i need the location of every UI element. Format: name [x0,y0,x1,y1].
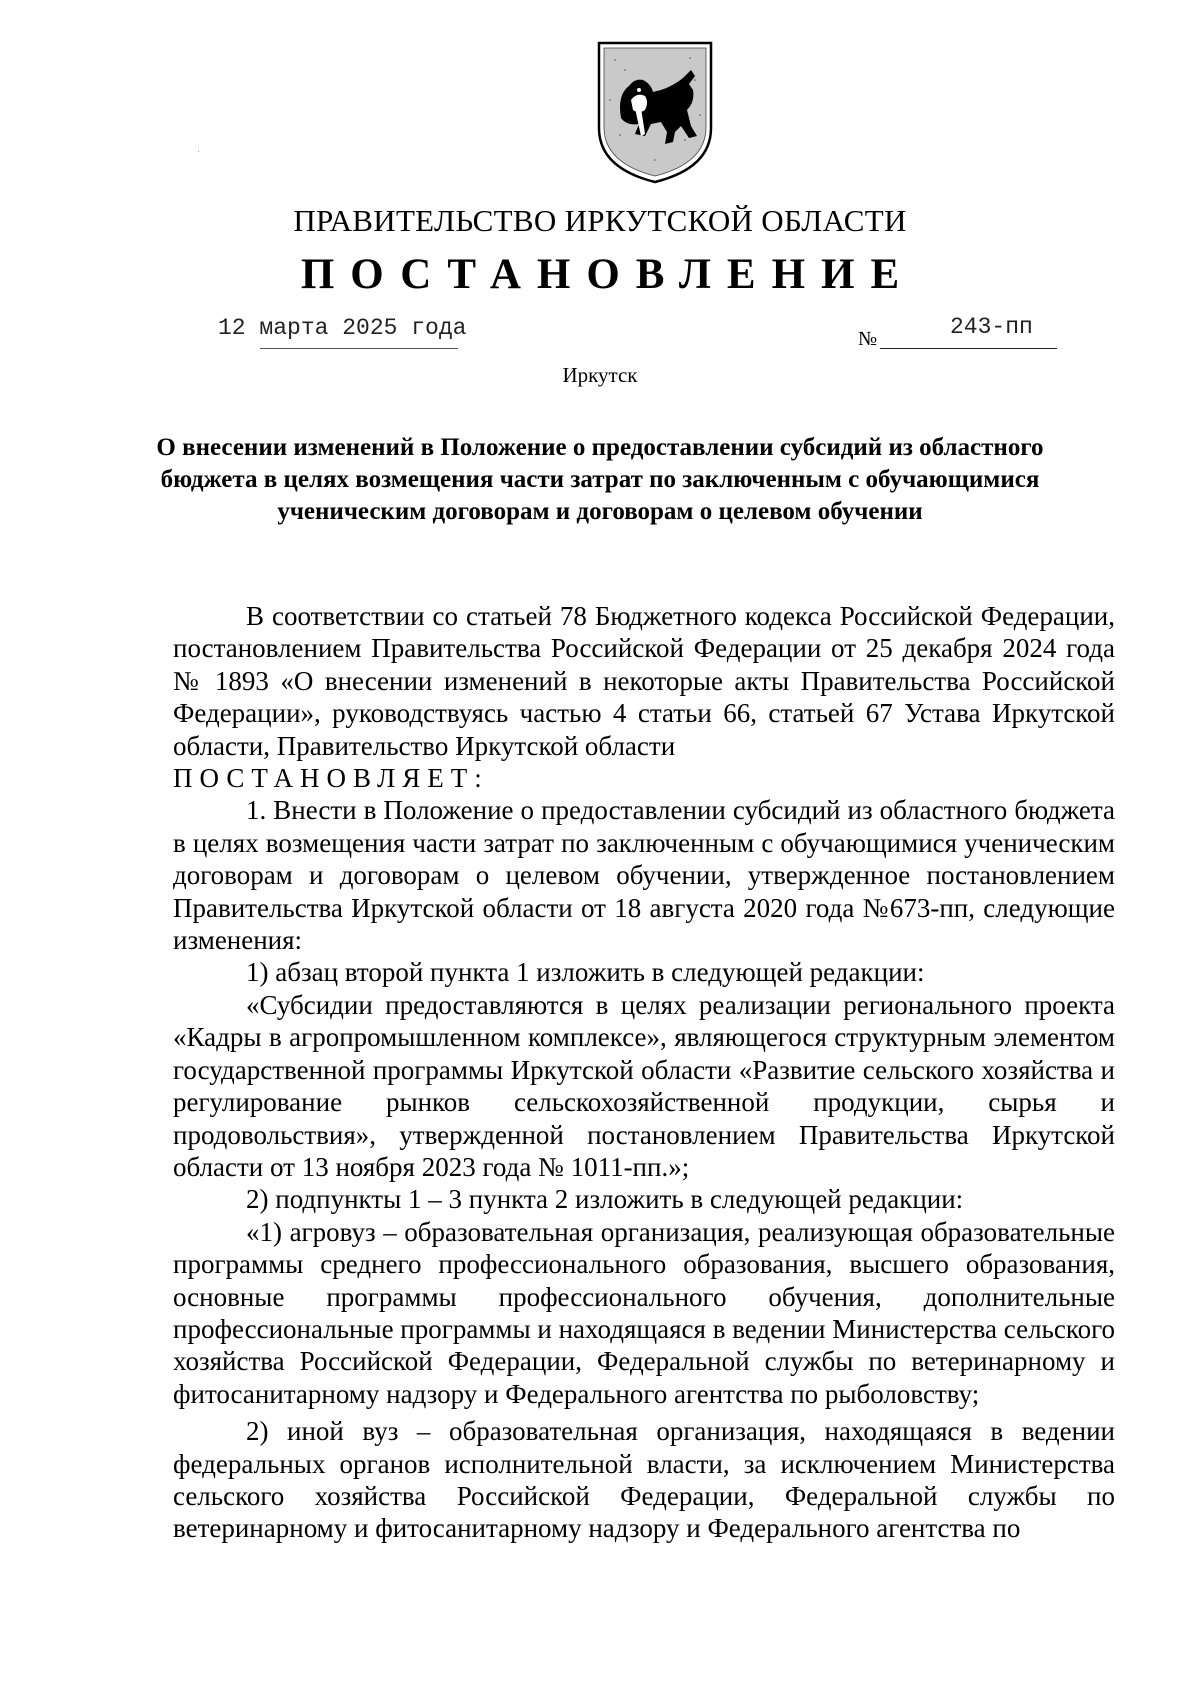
subitem-1-paragraph: 1) абзац второй пункта 1 изложить в следующей редакции: [246,957,925,988]
number-sign: № [858,328,878,350]
subitem-1-text-paragraph: «Субсидии предоставляются в целях реализации регионального проекта «Кадры в агропромышленном комплексе», являющегося структурным элементом государственной программы Иркутской области «Развитие сельского хозяйства и регулирование рынков сельскохозяйственной продукции, сырья и продовольствия», утвержденной постановлением Правительства Иркутской области от 13 ноября 2023 года № 1011-пп.»; [173,989,1115,1182]
decree-date: 12 марта 2025 года [218,315,467,341]
document-title: О внесении изменений в Положение о предоставлении субсидий из областного бюджета в целях возмещения части затрат по заключенным с обучающимися ученическим договорам и договорам о целевом обучении [156,434,1044,525]
number-underline [880,348,1057,349]
document-body [173,600,1115,1545]
city-name: Иркутск [562,363,638,387]
definition-1-paragraph: «1) агровуз – образовательная организация, реализующая образовательные программы среднего профессионального образования, высшего образования, основные программы профессионального обучения, дополнительные профессиональные программы и находящаяся в ведении Министерства сельского хозяйства Российской Федерации, Федеральной службы по ветеринарному и фитосанитарному надзору и Федерального агентства по рыболовству; [173,1216,1115,1409]
scan-mark [198,151,199,152]
definition-2-paragraph: 2) иной вуз – образовательная организация, находящаяся в ведении федеральных органов исполнительной власти, за исключением Министерства сельского хозяйства Российской Федерации, Федеральной службы по ветеринарному и фитосанитарному надзору и Федерального агентства по [173,1416,1115,1544]
item-1-paragraph: 1. Внести в Положение о предоставлении субсидий из областного бюджета в целях возмещения части затрат по заключенным с обучающимися ученическим договорам и договорам о целевом обучении, утвержденное постановлением Правительства Иркутской области от 18 августа 2020 года №673-пп, следующие изменения: [173,795,1115,956]
coat-of-arms-icon [595,40,715,185]
date-underline [260,348,458,349]
resolves-word: ПОСТАНОВЛЯЕТ: [173,763,489,794]
government-name: ПРАВИТЕЛЬСТВО ИРКУТСКОЙ ОБЛАСТИ [293,203,907,238]
decree-number: 243-пп [950,314,1033,340]
document-type-heading: ПОСТАНОВЛЕНИЕ [300,251,916,298]
subitem-2-paragraph: 2) подпункты 1 – 3 пункта 2 изложить в следующей редакции: [246,1184,964,1215]
preamble-paragraph: В соответствии со статьей 78 Бюджетного кодекса Российской Федерации, постановлением Правительства Российской Федерации от 25 декабря 2024 года № 1893 «О внесении изменений в некоторые акты Правительства Российской Федерации», руководствуясь частью 4 статьи 66, статьей 67 Устава Иркутской области, Правительство Иркутской области [173,601,1115,761]
